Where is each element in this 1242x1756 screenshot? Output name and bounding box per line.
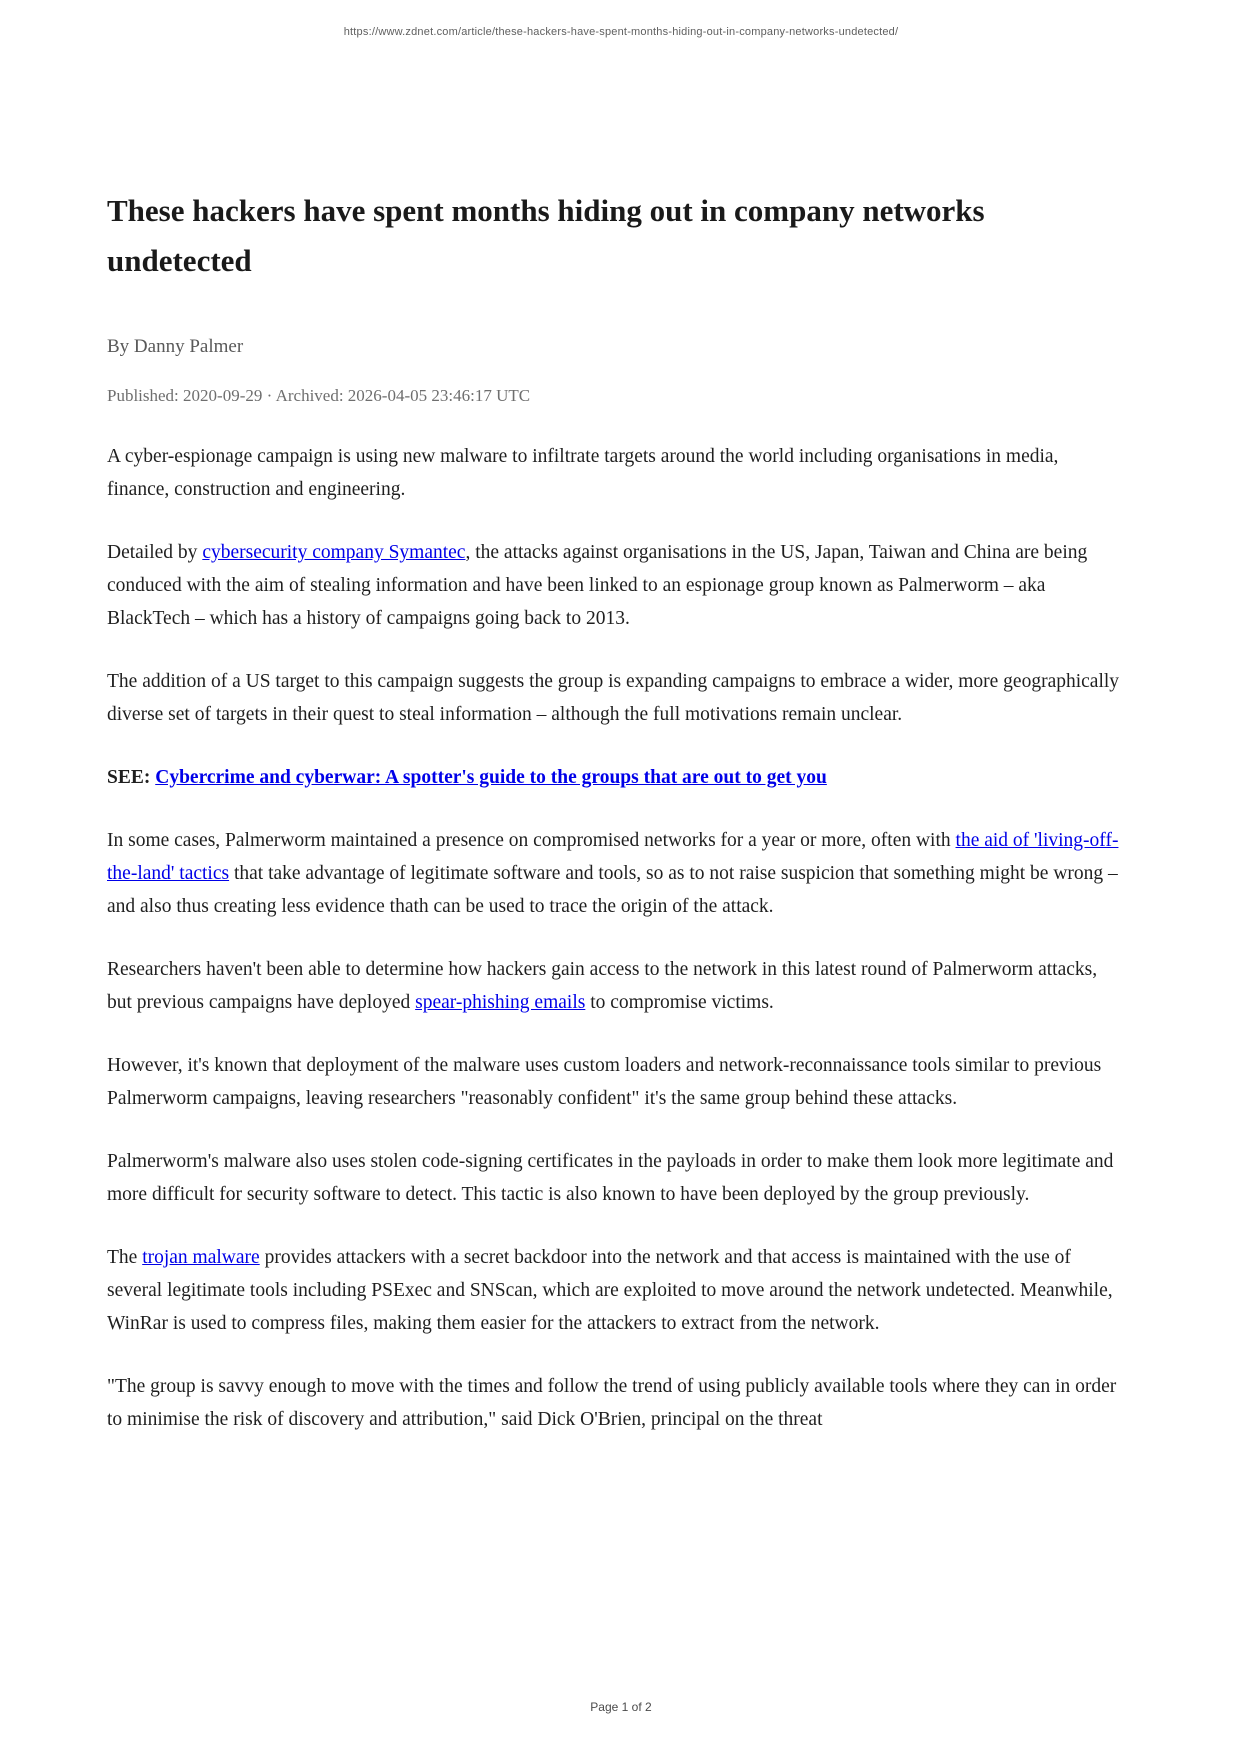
inline-link[interactable]: spear-phishing emails xyxy=(415,992,586,1013)
paragraph-text: A cyber-espionage campaign is using new malware to infiltrate targets around the world including organisations in media, finance, construction and engineering. xyxy=(107,446,1059,500)
article-paragraph xyxy=(107,1370,1123,1436)
article-paragraph xyxy=(107,440,1123,506)
paragraph-text: Researchers haven't been able to determine how hackers gain access to the network in this latest round of Palmerworm attacks, but previous campaigns have deployed xyxy=(107,959,1098,1013)
paragraph-text: In some cases, Palmerworm maintained a presence on compromised networks for a year or more, often with xyxy=(107,830,956,851)
paragraph-text: SEE xyxy=(107,767,144,788)
inline-link[interactable]: the aid of 'living-off-the-land' tactics xyxy=(107,830,1119,884)
inline-link[interactable]: cybersecurity company Symantec xyxy=(202,542,466,563)
article-body xyxy=(107,440,1123,1436)
inline-link[interactable]: trojan malware xyxy=(142,1247,260,1268)
article-paragraph xyxy=(107,1241,1123,1340)
paragraph-text: , the attacks against organisations in the US, Japan, Taiwan and China are being conduced with the aim of stealing information and have been linked to an espionage group known as Palmerworm – aka BlackTech – which has a history of campaigns going back to 2013. xyxy=(107,542,1088,629)
paragraph-text: that take advantage of legitimate software and tools, so as to not raise suspicion that something might be wrong – and also thus creating less evidence thath can be used to trace the origin of the attack. xyxy=(107,863,1118,917)
page-footer: Page 1 of 2 xyxy=(590,1700,652,1714)
article-title: These hackers have spent months hiding out in company networks undetected xyxy=(107,193,985,278)
article-paragraph xyxy=(107,665,1123,731)
inline-link[interactable]: Cybercrime and cyberwar: A spotter's guide to the groups that are out to get you xyxy=(155,767,827,788)
article-paragraph xyxy=(107,536,1123,635)
paragraph-text: to compromise victims. xyxy=(585,992,774,1013)
paragraph-text: : xyxy=(143,767,156,788)
article-paragraph xyxy=(107,1145,1123,1211)
article-paragraph xyxy=(107,824,1123,923)
paragraph-text: However, it's known that deployment of the malware uses custom loaders and network-reconnaissance tools similar to previous Palmerworm campaigns, leaving researchers "reasonably confident" it's the same group behind these attacks. xyxy=(107,1055,1102,1109)
page-header-url: https://www.zdnet.com/article/these-hackers-have-spent-months-hiding-out-in-company-networks-undetected/ xyxy=(343,26,899,38)
paragraph-text: The addition of a US target to this campaign suggests the group is expanding campaigns to embrace a wider, more geographically diverse set of targets in their quest to steal information – although the full motivations remain unclear. xyxy=(107,671,1120,725)
paragraph-text: provides attackers with a secret backdoor into the network and that access is maintained with the use of several legitimate tools including PSExec and SNScan, which are exploited to move around the network undetected. Meanwhile, WinRar is used to compress files, making them easier for the attackers to extract from the network. xyxy=(107,1247,1113,1334)
article-byline: By Danny Palmer xyxy=(107,336,244,357)
article-paragraph xyxy=(107,761,1123,794)
paragraph-text: Palmerworm's malware also uses stolen code-signing certificates in the payloads in order to make them look more legitimate and more difficult for security software to detect. This tactic is also known to have been deployed by the group previously. xyxy=(107,1151,1114,1205)
paragraph-text: Detailed by xyxy=(107,542,203,563)
article-paragraph xyxy=(107,1049,1123,1115)
article-paragraph xyxy=(107,953,1123,1019)
paragraph-text: "The group is savvy enough to move with the times and follow the trend of using publicly available tools where they can in order to minimise the risk of discovery and attribution," said Dick O'Brien, principal on the threat xyxy=(107,1376,1117,1430)
article-meta: Published: 2020-09-29 · Archived: 2026-04-05 23:46:17 UTC xyxy=(107,386,531,405)
article xyxy=(107,186,1123,1466)
paragraph-text: The xyxy=(107,1247,143,1268)
